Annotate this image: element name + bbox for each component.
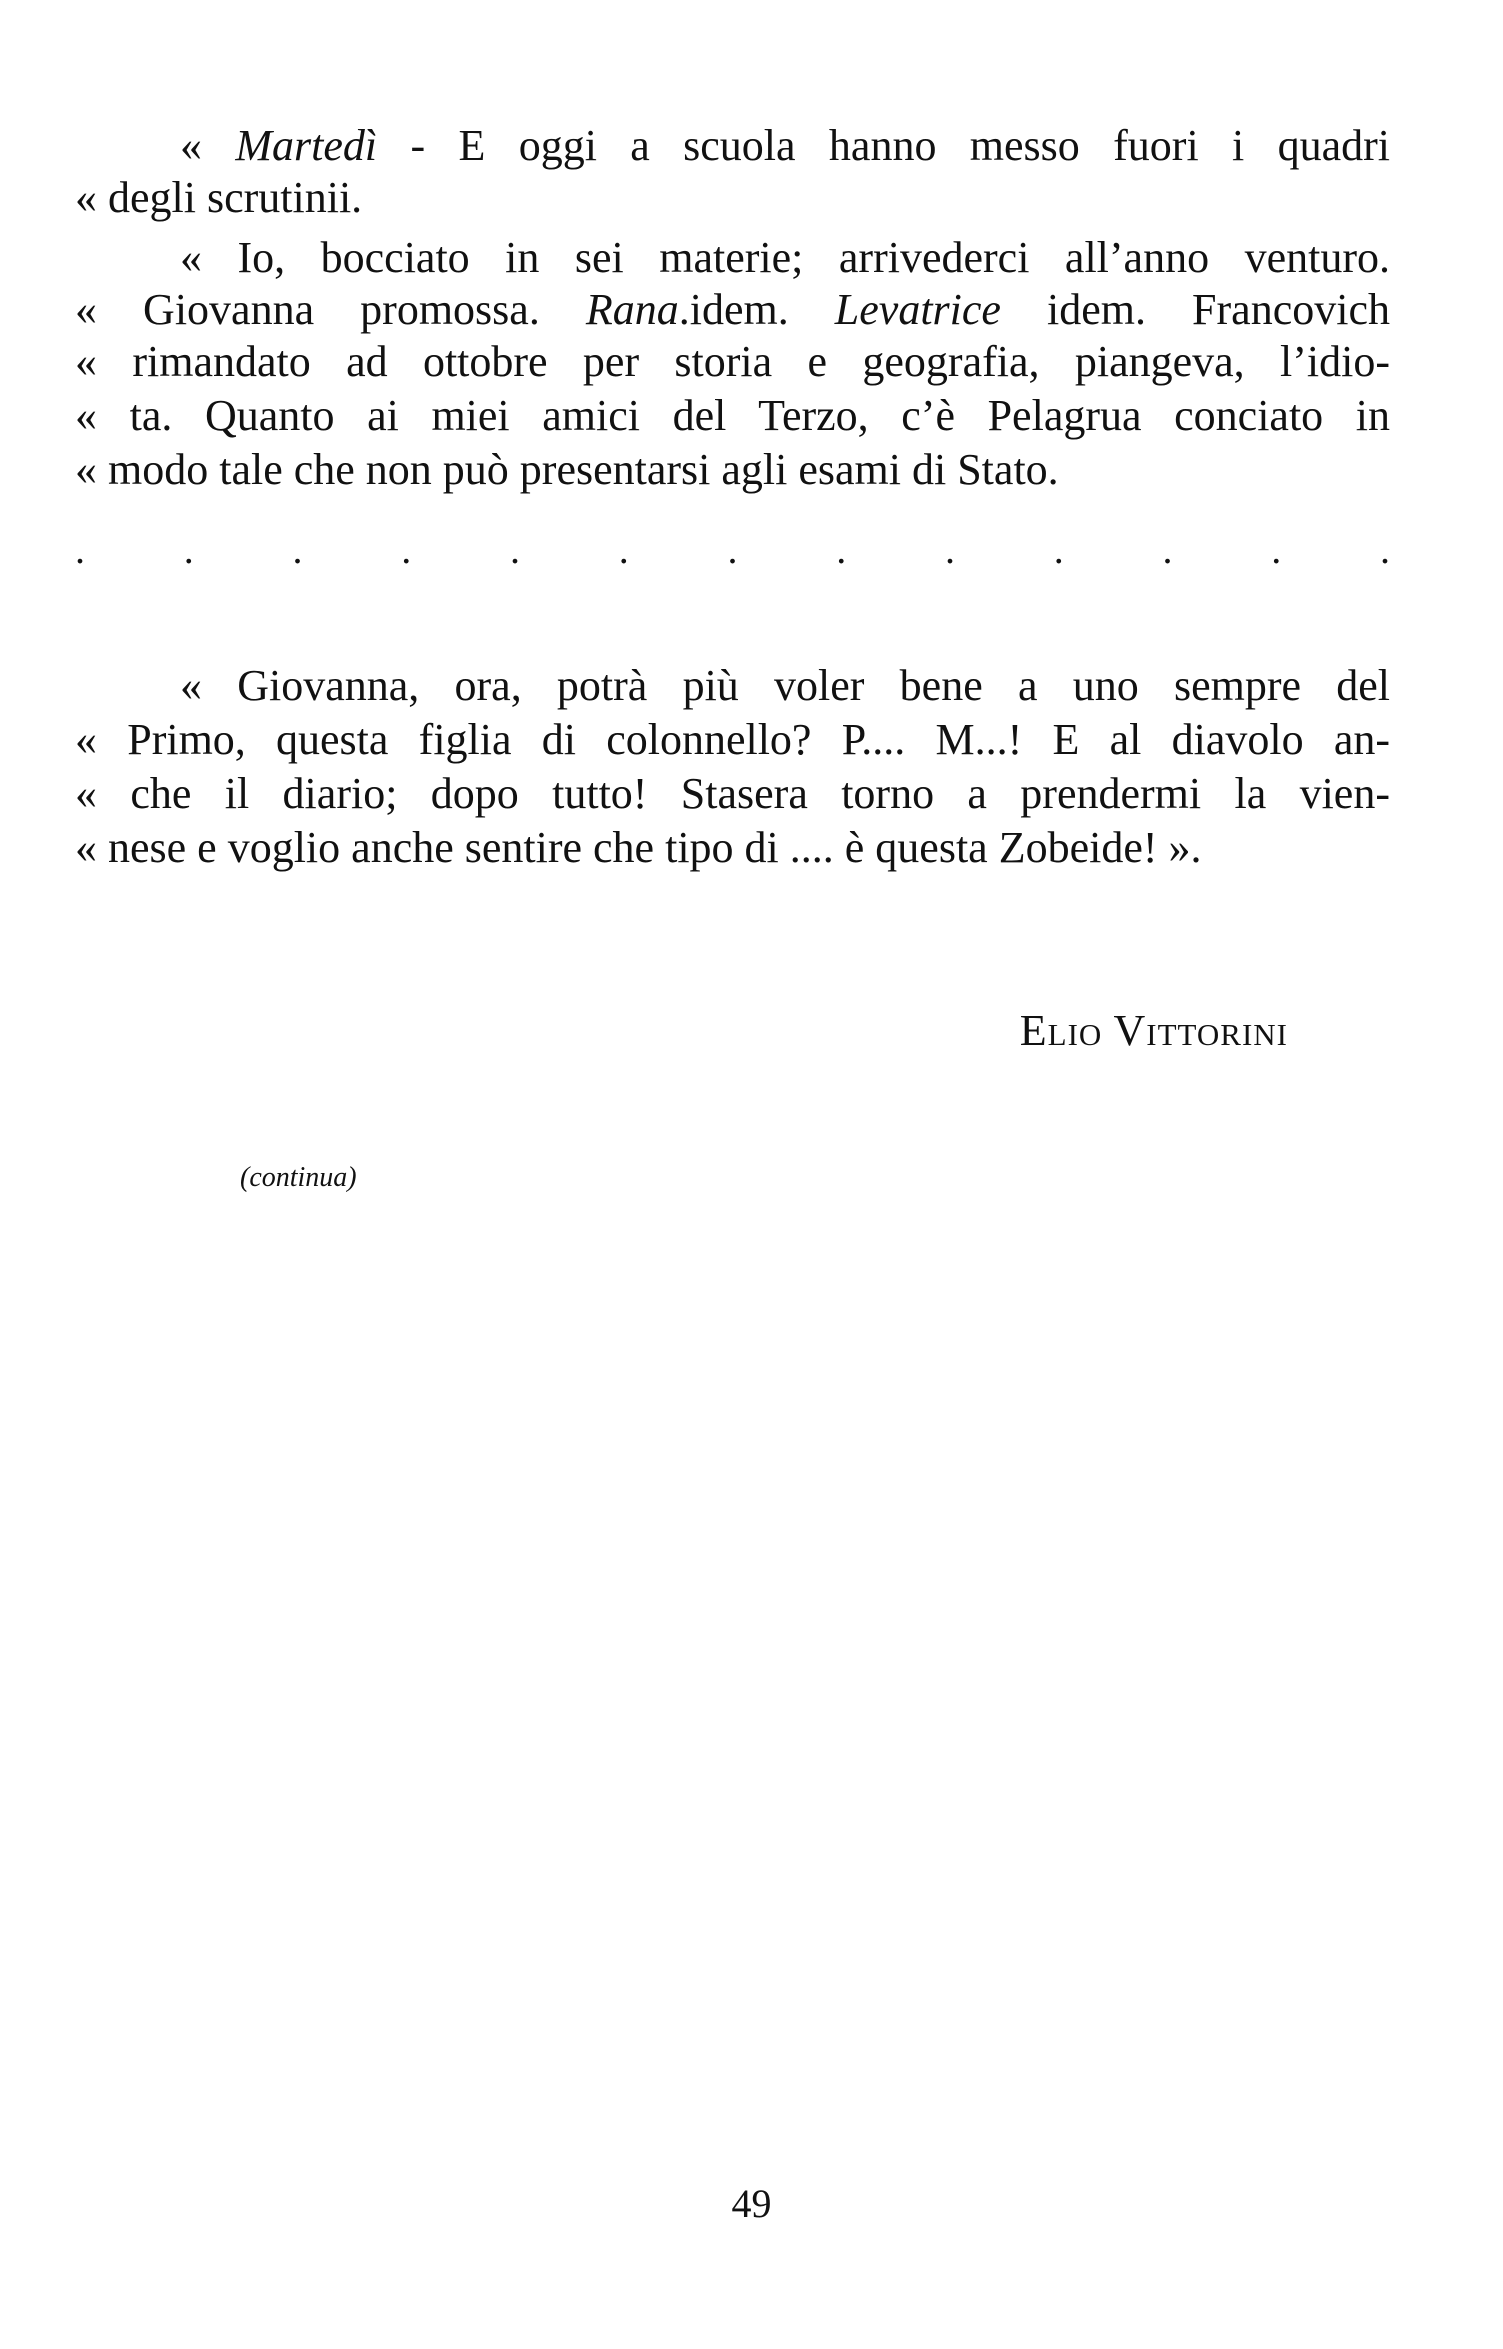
dot: .: [1271, 527, 1282, 572]
dot: .: [75, 527, 85, 572]
continua-note: (continua): [240, 1162, 357, 1193]
dot: .: [945, 527, 955, 572]
line-part1: « Giovanna promossa.: [75, 285, 586, 334]
dot: .: [1053, 527, 1064, 572]
paragraph1-line5: « rimandato ad ottobre per storia e geografia, piangeva, l’idio-: [75, 337, 1390, 386]
paragraph2-line1: « Giovanna, ora, potrà più voler bene a uno sempre del: [180, 661, 1390, 710]
ellipsis-row: [75, 527, 1390, 572]
open-quote: «: [180, 121, 236, 170]
dot: .: [727, 527, 738, 572]
dot: .: [1162, 527, 1173, 572]
dot: .: [1380, 527, 1390, 572]
page-number: 49: [731, 2181, 772, 2226]
paragraph1-line4: [75, 284, 1390, 336]
dot: .: [510, 527, 520, 572]
line-part2: .idem.: [678, 285, 835, 334]
paragraph1-line7: « modo tale che non può presentarsi agli esami di Stato.: [75, 445, 1059, 494]
rana-italic: Rana: [585, 285, 679, 334]
dot: .: [292, 527, 303, 572]
day-italic: Martedì: [235, 121, 378, 170]
dot: .: [836, 527, 847, 572]
dot: .: [183, 527, 194, 572]
line-text: - E oggi a scuola hanno messo fuori i quadri: [377, 121, 1390, 170]
paragraph1-line6: « ta. Quanto ai miei amici del Terzo, c’è Pelagrua conciato in: [75, 391, 1390, 440]
paragraph1-line1: [180, 120, 1390, 172]
dot: .: [401, 527, 412, 572]
paragraph2-line2: « Primo, questa figlia di colonnello? P.... M...! E al diavolo an-: [75, 715, 1390, 764]
line-part3: idem. Francovich: [1000, 285, 1390, 334]
paragraph2-line3: « che il diario; dopo tutto! Stasera torno a prendermi la vien-: [75, 769, 1390, 818]
paragraph1-line2: « degli scrutinii.: [75, 173, 363, 222]
dot: .: [618, 527, 629, 572]
author-signature: Elio Vittorini: [1019, 1006, 1288, 1055]
paragraph2-line4: « nese e voglio anche sentire che tipo di .... è questa Zobeide! ».: [75, 823, 1202, 872]
paragraph1-line3: « Io, bocciato in sei materie; arrivederci all’anno venturo.: [180, 233, 1390, 282]
levatrice-italic: Levatrice: [834, 285, 1001, 334]
